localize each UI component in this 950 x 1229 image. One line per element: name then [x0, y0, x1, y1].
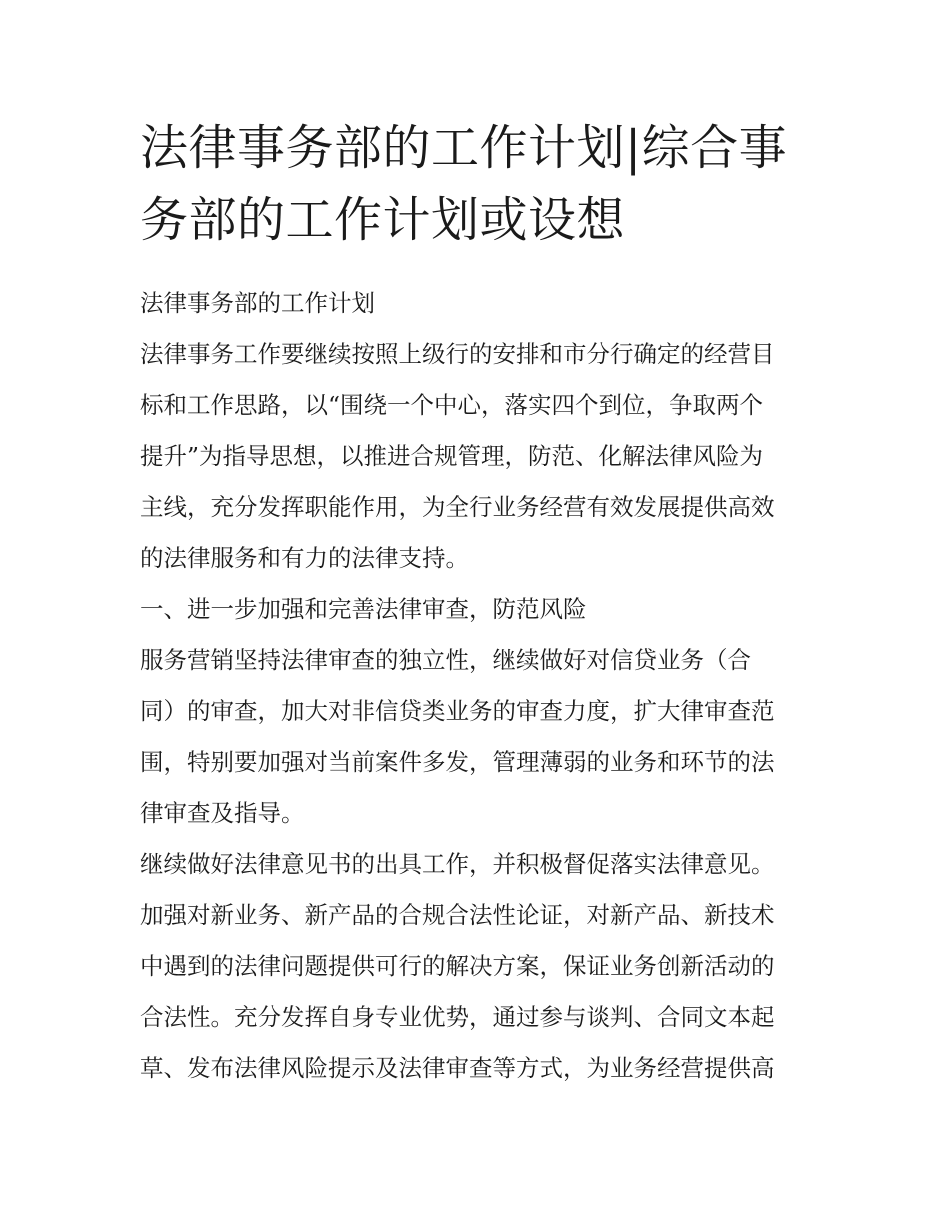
- section-heading-1: 一、进一步加强和完善法律审查，防范风险: [140, 595, 587, 623]
- body-text-line: 的法律服务和有力的法律支持。: [140, 544, 469, 572]
- document-content: [140, 112, 820, 1094]
- document-body: [140, 278, 820, 1094]
- document-title: [140, 112, 820, 256]
- title-line-2: 务部的工作计划或设想: [140, 192, 626, 248]
- body-text-line: 围，特别要加强对当前案件多发，管理薄弱的业务和环节的法: [140, 748, 775, 776]
- section-heading-plan: 法律事务部的工作计划: [140, 289, 375, 317]
- body-text-line: 法律事务工作要继续按照上级行的安排和市分行确定的经营目: [140, 340, 775, 368]
- body-text-line: 标和工作思路，以“围绕一个中心，落实四个到位，争取两个: [140, 391, 764, 419]
- body-text-line: 中遇到的法律问题提供可行的解决方案，保证业务创新活动的: [140, 952, 775, 980]
- title-line-1: 法律事务部的工作计划|综合事: [140, 120, 788, 176]
- body-text-line: 合法性。充分发挥自身专业优势，通过参与谈判、合同文本起: [140, 1003, 775, 1031]
- body-text-line: 草、发布法律风险提示及法律审查等方式，为业务经营提供高: [140, 1054, 775, 1082]
- body-text-line: 加强对新业务、新产品的合规合法性论证，对新产品、新技术: [140, 901, 775, 929]
- body-text-line: 继续做好法律意见书的出具工作，并积极督促落实法律意见。: [140, 850, 775, 878]
- body-text-line: 服务营销坚持法律审查的独立性，继续做好对信贷业务（合: [140, 646, 751, 674]
- body-text-line: 主线，充分发挥职能作用，为全行业务经营有效发展提供高效: [140, 493, 775, 521]
- body-text-line: 律审查及指导。: [140, 799, 305, 827]
- body-text-line: 提升”为指导思想，以推进合规管理，防范、化解法律风险为: [140, 442, 764, 470]
- body-text-line: 同）的审查，加大对非信贷类业务的审查力度，扩大律审查范: [140, 697, 775, 725]
